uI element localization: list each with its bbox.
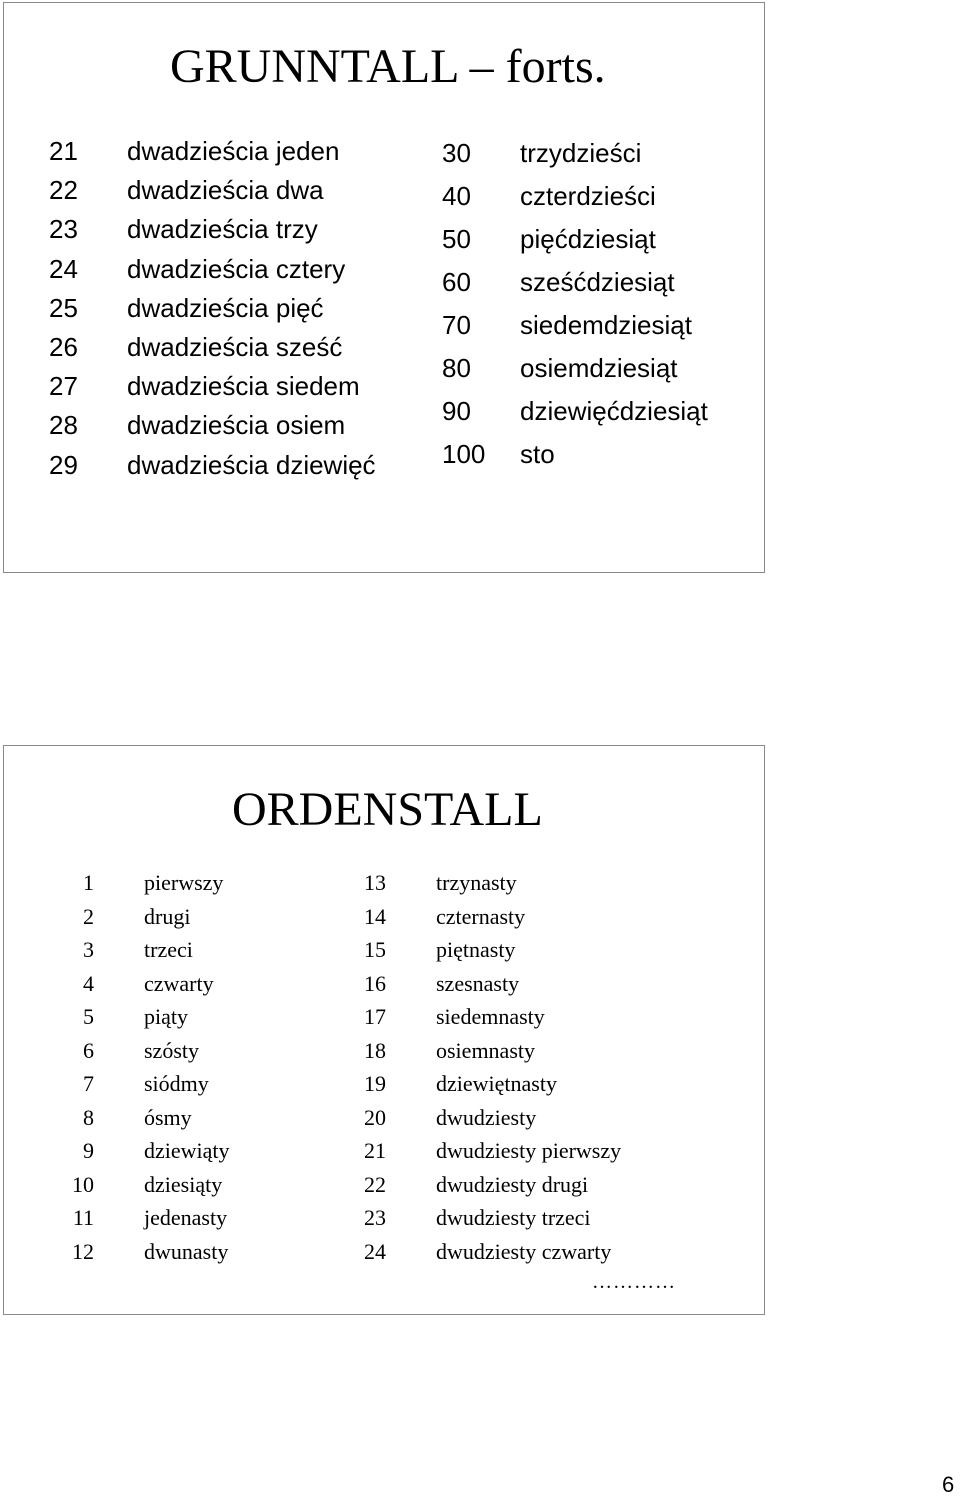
list-item [334, 1136, 714, 1170]
item-word: czterdzieści [520, 181, 656, 211]
item-number: 5 [83, 1004, 94, 1029]
item-word: trzeci [144, 937, 193, 962]
item-word: trzynasty [436, 870, 517, 895]
item-number: 19 [364, 1071, 386, 1096]
list-item [44, 1170, 274, 1204]
page-number: 6 [942, 1472, 955, 1497]
list-item [334, 1237, 714, 1271]
item-number: 7 [83, 1071, 94, 1096]
list-item [334, 1069, 714, 1103]
item-word: dziewiętnasty [436, 1071, 557, 1096]
item-number: 16 [364, 970, 386, 996]
slide-title: ORDENSTALL [232, 783, 543, 836]
item-number: 29 [49, 449, 78, 480]
item-word: dziewiąty [144, 1138, 230, 1163]
item-number: 14 [364, 903, 386, 929]
item-word: dwadzieścia cztery [127, 253, 346, 284]
item-number: 24 [49, 253, 78, 284]
item-word: dwudziesty czwarty [436, 1238, 612, 1264]
item-number: 21 [364, 1138, 386, 1163]
list-item [334, 1002, 714, 1036]
continuation-ellipsis: ………… [592, 1271, 676, 1293]
item-word: dwadzieścia trzy [127, 214, 318, 245]
item-number: 70 [442, 310, 471, 340]
item-word: dziewięćdziesiąt [520, 396, 708, 426]
item-word: pierwszy [144, 870, 224, 895]
item-word: dwadzieścia jeden [127, 136, 340, 166]
item-number: 9 [83, 1138, 94, 1163]
list-item [44, 1002, 274, 1036]
list-item [44, 902, 274, 936]
item-number: 2 [83, 903, 94, 929]
list-item [334, 902, 714, 936]
item-word: dwudziesty pierwszy [436, 1138, 622, 1163]
item-word: ósmy [144, 1104, 192, 1130]
ordinals-list-13-24 [334, 868, 714, 1270]
list-item [334, 1203, 714, 1237]
item-word: dwadzieścia siedem [127, 371, 360, 402]
item-word: dwunasty [144, 1238, 229, 1264]
item-number: 40 [442, 181, 471, 211]
item-word: sto [520, 439, 555, 469]
item-number: 24 [364, 1238, 386, 1264]
item-word: piętnasty [436, 937, 516, 962]
item-word: osiemnasty [436, 1037, 535, 1063]
item-word: siódmy [144, 1071, 209, 1096]
item-word: czwarty [144, 970, 214, 996]
item-number: 22 [364, 1171, 386, 1197]
item-word: dwudziesty drugi [436, 1171, 589, 1197]
list-item [44, 1036, 274, 1070]
item-number: 1 [83, 870, 94, 895]
item-word: siedemnasty [436, 1004, 545, 1029]
list-item [334, 969, 714, 1003]
item-number: 90 [442, 396, 471, 426]
list-item [334, 1170, 714, 1204]
item-number: 23 [364, 1205, 386, 1230]
item-number: 6 [83, 1037, 94, 1063]
item-word: dwadzieścia dwa [127, 175, 324, 206]
item-word: szósty [144, 1037, 199, 1063]
item-number: 13 [364, 870, 386, 895]
list-item [44, 935, 274, 969]
list-item [334, 868, 714, 902]
item-word: dziesiąty [144, 1171, 223, 1197]
item-word: dwadzieścia dziewięć [127, 449, 376, 480]
list-item [44, 969, 274, 1003]
item-number: 18 [364, 1037, 386, 1063]
item-number: 21 [49, 136, 78, 166]
ordinals-list-1-12 [44, 868, 274, 1270]
item-number: 27 [49, 371, 78, 402]
item-number: 25 [49, 292, 78, 323]
item-word: piąty [144, 1004, 188, 1029]
item-word: dwadzieścia pięć [127, 292, 324, 323]
item-number: 60 [442, 267, 471, 297]
item-word: sześćdziesiąt [520, 267, 675, 297]
item-number: 26 [49, 331, 78, 362]
slide-title: GRUNNTALL – forts. [170, 40, 606, 93]
item-word: trzydzieści [520, 138, 642, 168]
item-number: 22 [49, 175, 78, 206]
item-number: 15 [364, 937, 386, 962]
list-item [44, 868, 274, 902]
slide-ordenstall [3, 745, 765, 1315]
item-number: 100 [442, 439, 486, 469]
item-number: 20 [364, 1104, 386, 1130]
list-item [334, 1103, 714, 1137]
item-word: dwadzieścia osiem [127, 410, 346, 441]
item-number: 11 [72, 1205, 94, 1230]
list-item [334, 1036, 714, 1070]
item-word: dwadzieścia sześć [127, 331, 343, 362]
item-number: 28 [49, 410, 78, 441]
item-word: szesnasty [436, 970, 520, 996]
item-number: 80 [442, 353, 471, 383]
item-number: 10 [72, 1171, 94, 1197]
list-item [44, 1136, 274, 1170]
item-number: 12 [72, 1238, 94, 1264]
list-item [334, 935, 714, 969]
item-word: dwudziesty trzeci [436, 1205, 591, 1230]
item-number: 30 [442, 138, 471, 168]
item-number: 23 [49, 214, 78, 245]
item-word: jedenasty [144, 1205, 228, 1230]
item-number: 8 [83, 1104, 94, 1130]
item-word: dwudziesty [436, 1104, 537, 1130]
item-number: 17 [364, 1004, 386, 1029]
item-word: siedemdziesiąt [520, 310, 692, 340]
list-item [44, 1069, 274, 1103]
list-item [44, 1237, 274, 1271]
list-item [44, 1103, 274, 1137]
item-word: pięćdziesiąt [520, 224, 656, 254]
item-word: czternasty [436, 903, 526, 929]
item-word: osiemdziesiąt [520, 353, 678, 383]
list-item [44, 1203, 274, 1237]
item-word: drugi [144, 903, 191, 929]
item-number: 4 [83, 970, 94, 996]
slide-grunntall [3, 2, 765, 573]
item-number: 3 [83, 937, 94, 962]
item-number: 50 [442, 224, 471, 254]
